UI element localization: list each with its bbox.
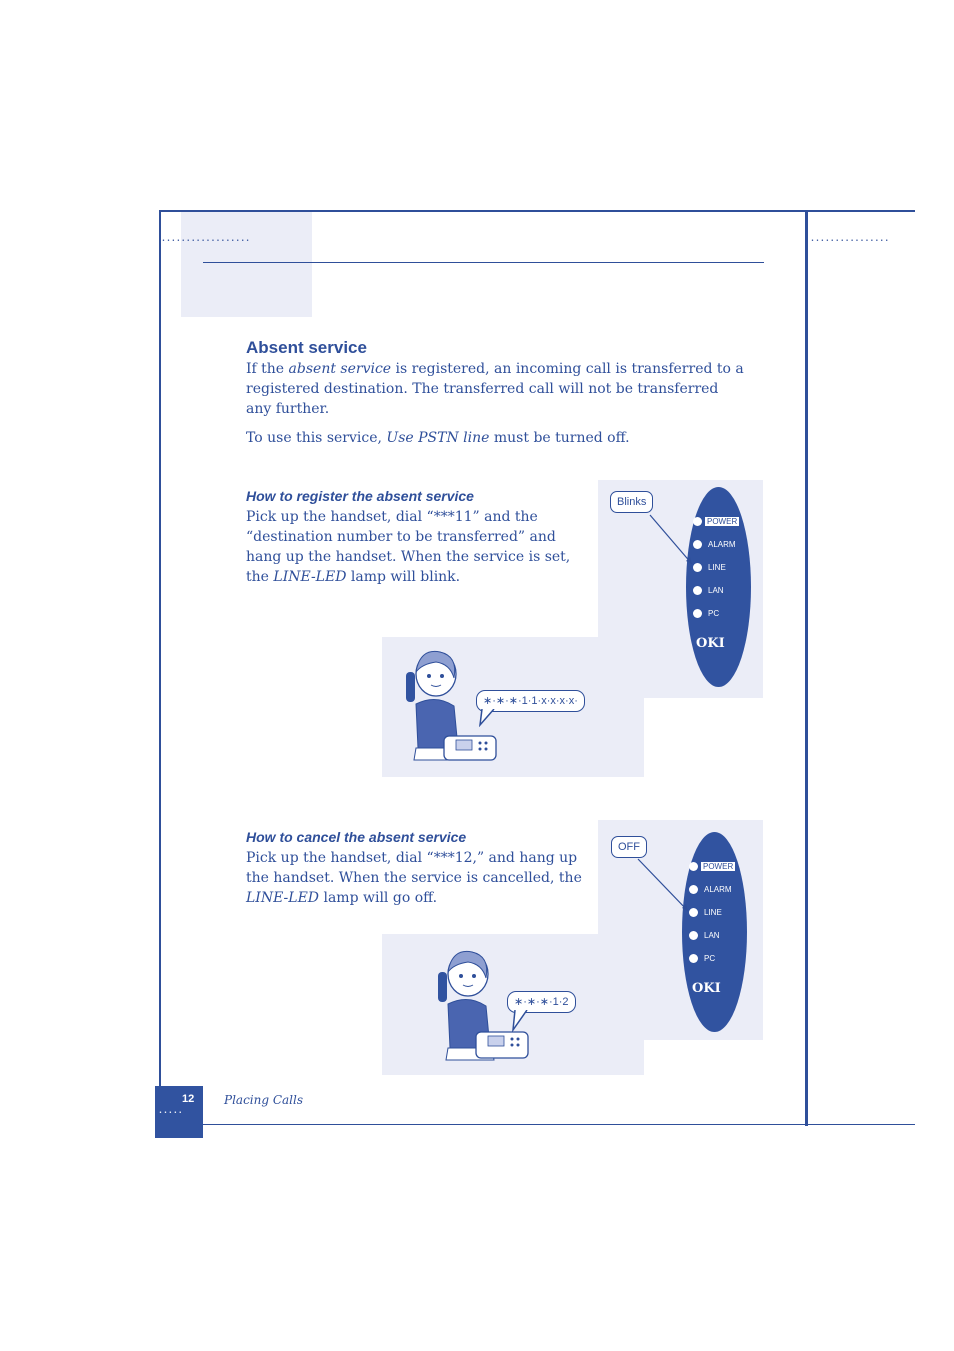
- frame-bottom-rule: [159, 1124, 915, 1125]
- off-pointer-arrow: [630, 855, 700, 917]
- cancel-bubble-tail: [509, 1010, 531, 1032]
- cancel-dial-bubble: ∗·∗·∗·1·2: [507, 991, 576, 1013]
- page-dots: •••••: [159, 1110, 184, 1116]
- lan-led-label: LAN: [704, 931, 720, 940]
- page-number: 12: [182, 1093, 195, 1105]
- lan-led-icon: [693, 586, 702, 595]
- note-paragraph: To use this service, Use PSTN line must be turned off.: [246, 430, 630, 446]
- blinks-pointer-arrow: [630, 510, 700, 570]
- footer-section-label: Placing Calls: [224, 1093, 304, 1107]
- oki-logo: OKI: [696, 636, 725, 651]
- lan-led-icon: [689, 931, 698, 940]
- alarm-led-label: ALARM: [704, 885, 732, 894]
- cancel-body: Pick up the handset, dial “***12,” and hang up the handset. When the service is cancelled, the LINE-LED lamp will go off.: [246, 850, 582, 906]
- off-callout: OFF: [611, 836, 647, 858]
- lan-led-label: LAN: [708, 586, 724, 595]
- register-bubble-tail: [478, 709, 498, 727]
- frame-right-rule: [805, 210, 808, 1126]
- power-led-label: POWER: [703, 862, 734, 871]
- intro-paragraph: If the absent service is registered, an incoming call is transferred to a registered destination. The transferred call will not be transferred any further.: [246, 361, 744, 417]
- oki-logo: OKI: [692, 981, 721, 996]
- header-tab-box: [181, 210, 312, 317]
- section-title: Absent service: [246, 338, 367, 357]
- dots-right: ••••••••••••••••: [811, 238, 891, 244]
- register-heading: How to register the absent service: [246, 488, 474, 504]
- pc-led-icon: [693, 609, 702, 618]
- frame-top-rule-extension: [808, 210, 915, 212]
- cancel-heading: How to cancel the absent service: [246, 829, 467, 845]
- line-led-label: LINE: [708, 563, 726, 572]
- pc-led-label: PC: [704, 954, 716, 963]
- header-rule: [203, 262, 764, 263]
- line-led-label: LINE: [704, 908, 722, 917]
- page-number-box: [155, 1086, 203, 1138]
- power-led-label: POWER: [707, 517, 738, 526]
- blinks-callout: Blinks: [610, 491, 653, 513]
- alarm-led-label: ALARM: [708, 540, 736, 549]
- pc-led-label: PC: [708, 609, 720, 618]
- pc-led-icon: [689, 954, 698, 963]
- register-dial-bubble: ∗·∗·∗·1·1·x·x·x·x·: [476, 690, 585, 712]
- frame-left-rule: [159, 210, 161, 1126]
- register-body: Pick up the handset, dial “***11” and the “destination number to be transferred” and hang up the handset. When the service is set, the LINE-LED lamp will blink.: [246, 509, 571, 585]
- dots-left: ••••••••••••••••••: [162, 238, 252, 244]
- frame-top-rule: [159, 210, 807, 212]
